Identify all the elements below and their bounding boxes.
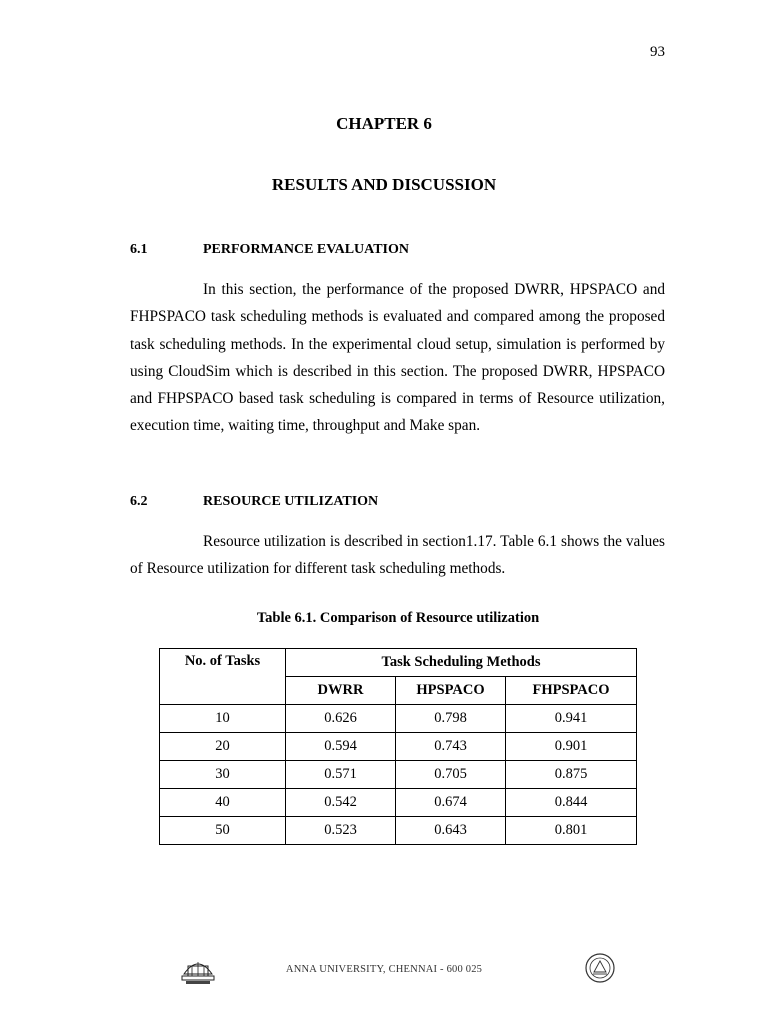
cell-fhpspaco: 0.941 xyxy=(506,705,637,733)
cell-dwrr: 0.594 xyxy=(286,733,396,761)
table-row xyxy=(160,761,637,789)
cell-dwrr: 0.542 xyxy=(286,789,396,817)
cell-hpspaco: 0.743 xyxy=(396,733,506,761)
table-row xyxy=(160,789,637,817)
cell-fhpspaco: 0.801 xyxy=(506,817,637,845)
section-heading-6-2 xyxy=(130,494,378,510)
cell-tasks: 10 xyxy=(160,705,286,733)
university-seal-icon xyxy=(584,952,616,989)
paragraph-text: Resource utilization is described in section1.17. Table 6.1 shows the values of Resource utilization for different task scheduling methods. xyxy=(130,533,665,578)
chapter-label: CHAPTER 6 xyxy=(336,114,432,133)
section-paragraph-6-1 xyxy=(130,276,665,440)
page-footer xyxy=(0,950,768,986)
table-row xyxy=(160,733,637,761)
cell-dwrr: 0.523 xyxy=(286,817,396,845)
table-row xyxy=(160,705,637,733)
cell-dwrr: 0.571 xyxy=(286,761,396,789)
paragraph-text: In this section, the performance of the proposed DWRR, HPSPACO and FHPSPACO task scheduling methods is evaluated and compared among the proposed task scheduling methods. In the experimental cloud setup, simulation is performed by using CloudSim which is described in this section. The proposed DWRR, HPSPACO and FHPSPACO based task scheduling is compared in terms of Resource utilization, execution time, waiting time, throughput and Make span. xyxy=(130,281,665,435)
cell-hpspaco: 0.643 xyxy=(396,817,506,845)
cell-hpspaco: 0.705 xyxy=(396,761,506,789)
resource-utilization-table xyxy=(159,648,637,845)
cell-hpspaco: 0.798 xyxy=(396,705,506,733)
table-caption: Table 6.1. Comparison of Resource utilization xyxy=(256,610,540,626)
cell-tasks: 40 xyxy=(160,789,286,817)
header-method-hpspaco: HPSPACO xyxy=(396,677,506,705)
header-no-of-tasks: No. of Tasks xyxy=(160,649,286,705)
cell-tasks: 50 xyxy=(160,817,286,845)
header-method-fhpspaco: FHPSPACO xyxy=(506,677,637,705)
section-paragraph-6-2 xyxy=(130,528,665,583)
header-task-scheduling-methods: Task Scheduling Methods xyxy=(286,649,637,677)
cell-tasks: 30 xyxy=(160,761,286,789)
page-number: 93 xyxy=(650,44,665,60)
section-title: RESOURCE UTILIZATION xyxy=(203,494,379,509)
table-row xyxy=(160,817,637,845)
cell-dwrr: 0.626 xyxy=(286,705,396,733)
cell-fhpspaco: 0.875 xyxy=(506,761,637,789)
cell-tasks: 20 xyxy=(160,733,286,761)
chapter-title: RESULTS AND DISCUSSION xyxy=(271,175,497,194)
section-heading-6-1 xyxy=(130,242,409,258)
section-title: PERFORMANCE EVALUATION xyxy=(203,242,409,257)
cell-fhpspaco: 0.844 xyxy=(506,789,637,817)
cell-hpspaco: 0.674 xyxy=(396,789,506,817)
footer-text: ANNA UNIVERSITY, CHENNAI - 600 025 xyxy=(285,964,483,975)
cell-fhpspaco: 0.901 xyxy=(506,733,637,761)
header-method-dwrr: DWRR xyxy=(286,677,396,705)
section-number: 6.1 xyxy=(130,242,148,257)
section-number: 6.2 xyxy=(130,494,148,509)
